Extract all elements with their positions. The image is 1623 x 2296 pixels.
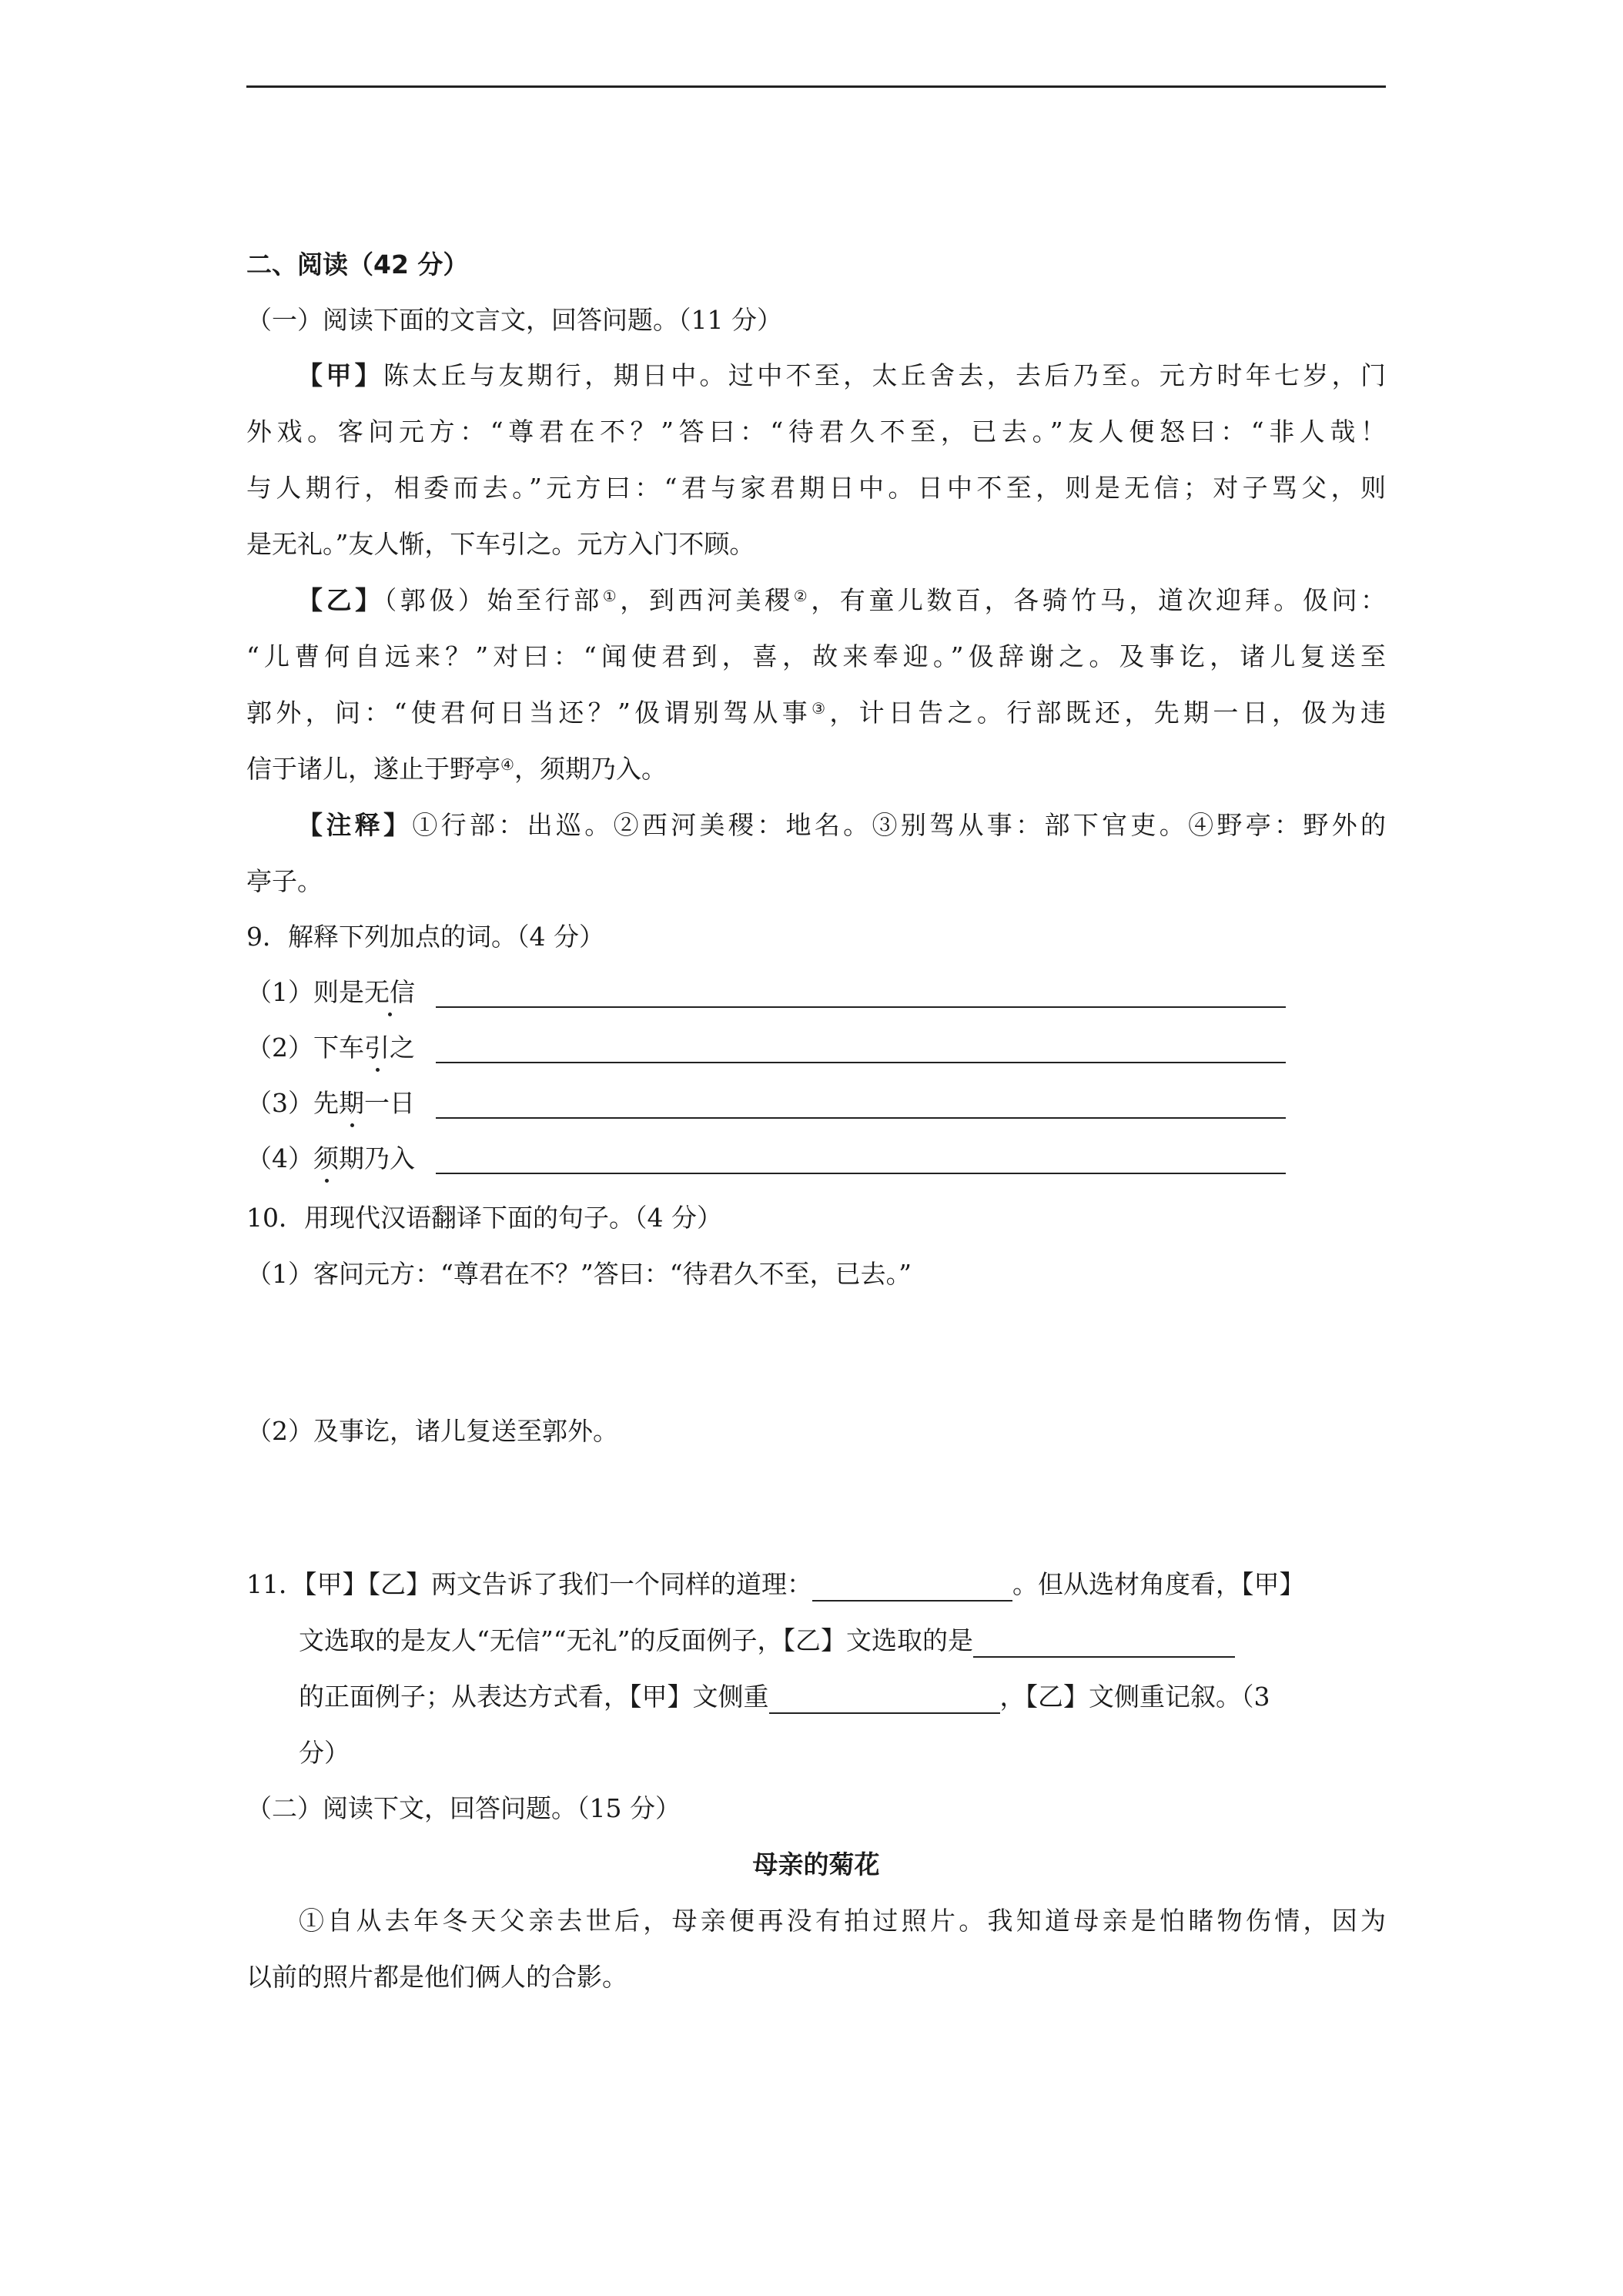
dotted-word: 须 <box>313 1143 339 1173</box>
question-11-line-4: 分） <box>299 1738 350 1768</box>
answer-blank[interactable] <box>769 1686 1000 1714</box>
passage-jia-line-3: 与人期行，相委而去。”元方曰：“君与家君期日中。日中不至，则是无信；对子骂父，则 <box>246 473 1386 503</box>
question-10-stem: 10．用现代汉语翻译下面的句子。（4 分） <box>246 1203 722 1233</box>
passage-jia-line-2: 外戏。客问元方：“尊君在不？”答曰：“待君久不至，已去。”友人便怒曰：“非人哉！ <box>246 417 1386 447</box>
answer-blank[interactable] <box>436 1146 1286 1174</box>
passage-yi-line-4: 信于诸儿，遂止于野亭④，须期乃入。 <box>246 754 667 784</box>
question-10-item-1: （1）客问元方：“尊君在不？”答曰：“待君久不至，已去。” <box>246 1259 912 1289</box>
notes-line-2: 亭子。 <box>246 866 323 896</box>
question-10-item-2: （2）及事讫，诸儿复送至郭外。 <box>246 1416 618 1446</box>
essay-paragraph-1-line-1: ①自从去年冬天父亲去世后，母亲便再没有拍过照片。我知道母亲是怕睹物伤情，因为 <box>299 1906 1386 1936</box>
dotted-word: 引 <box>364 1033 390 1063</box>
footnote-marker: ① <box>602 587 621 605</box>
footnote-marker: ③ <box>812 699 830 718</box>
question-9-item-3: （3）先期一日 <box>246 1088 415 1118</box>
section-heading: 二、阅读（42 分） <box>246 249 469 279</box>
essay-paragraph-1-line-2: 以前的照片都是他们俩人的合影。 <box>246 1962 627 1992</box>
header-rule <box>246 85 1386 88</box>
answer-blank[interactable] <box>436 980 1286 1008</box>
passage-jia-line-4: 是无礼。”友人惭，下车引之。元方入门不顾。 <box>246 529 755 559</box>
passage-yi-line-1: 【乙】（郭伋）始至行部①，到西河美稷②，有童儿数百，各骑竹马，道次迎拜。伋问： <box>297 585 1387 615</box>
passage-yi-tag: 【乙】 <box>297 585 384 615</box>
answer-blank[interactable] <box>973 1630 1235 1658</box>
passage-yi-line-2: “儿曹何自远来？”对曰：“闻使君到，喜，故来奉迎。”伋辞谢之。及事讫，诸儿复送至 <box>246 641 1386 671</box>
essay-title: 母亲的菊花 <box>752 1849 880 1879</box>
part2-heading: （二）阅读下文，回答问题。（15 分） <box>246 1793 681 1823</box>
notes-tag: 【注释】 <box>297 810 413 840</box>
question-11-line-2: 文选取的是友人“无信”“无礼”的反面例子，【乙】文选取的是 <box>299 1624 1386 1658</box>
question-9-item-2: （2）下车引之 <box>246 1033 415 1063</box>
question-9-item-1: （1）则是无信 <box>246 977 415 1007</box>
passage-yi-line-3: 郭外，问：“使君何日当还？”伋谓别驾从事③，计日告之。行部既还，先期一日，伋为违 <box>246 698 1386 728</box>
question-11-line-3: 的正面例子；从表达方式看，【甲】文侧重 ，【乙】文侧重记叙。（3 <box>299 1680 1386 1714</box>
notes-line-1: 【注释】①行部：出巡。②西河美稷：地名。③别驾从事：部下官吏。④野亭：野外的 <box>297 810 1387 840</box>
answer-blank[interactable] <box>436 1091 1286 1119</box>
passage-jia-line-1: 【甲】陈太丘与友期行，期日中。过中不至，太丘舍去，去后乃至。元方时年七岁，门 <box>297 360 1387 390</box>
passage-jia-tag: 【甲】 <box>297 360 383 390</box>
answer-blank[interactable] <box>436 1036 1286 1063</box>
footnote-marker: ④ <box>500 755 514 774</box>
dotted-word: 无信 <box>364 977 415 1007</box>
question-11-line-1: 11．【甲】【乙】两文告诉了我们一个同样的道理： 。但从选材角度看，【甲】 <box>246 1568 1386 1602</box>
question-9-stem: 9．解释下列加点的词。（4 分） <box>246 922 604 952</box>
footnote-marker: ② <box>793 587 812 605</box>
part1-heading: （一）阅读下面的文言文，回答问题。（11 分） <box>246 305 782 335</box>
question-9-item-4: （4）须期乃入 <box>246 1143 415 1173</box>
dotted-word: 期 <box>339 1088 364 1118</box>
answer-blank[interactable] <box>812 1574 1012 1602</box>
